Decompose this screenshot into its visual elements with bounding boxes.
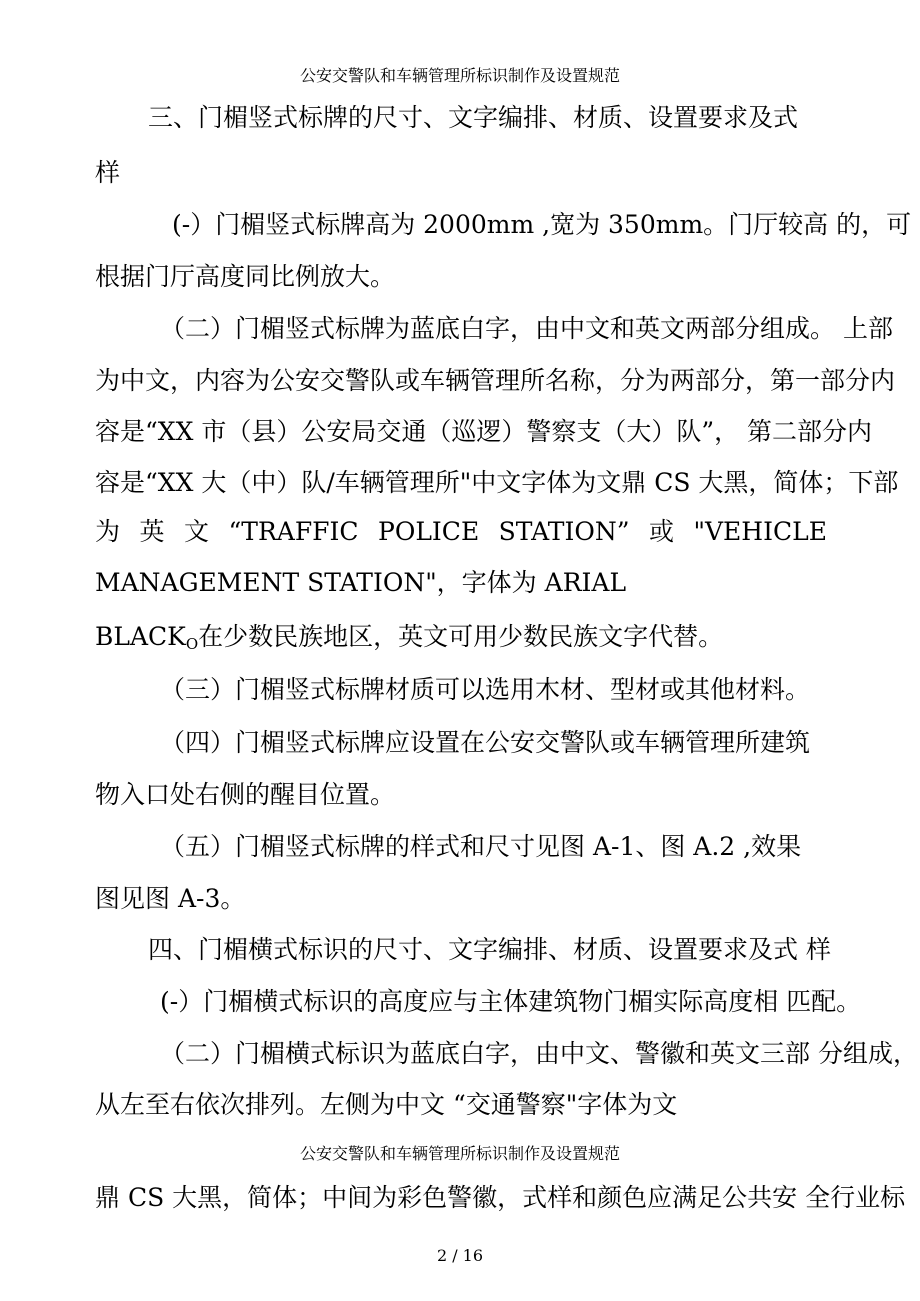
text-line: （二）门楣竖式标牌为蓝底白字，由中文和英文两部分组成。 上部 bbox=[160, 314, 893, 343]
text-line: MANAGEMENT STATION"，字体为 ARIAL bbox=[95, 568, 627, 597]
text-line: 根据门厅高度同比例放大。 bbox=[95, 262, 396, 291]
word: 文 bbox=[184, 517, 210, 546]
text-line: 样 bbox=[95, 158, 121, 187]
running-header: 公安交警队和车辆管理所标识制作及设置规范 bbox=[299, 1144, 620, 1163]
text-line: （三）门楣竖式标牌材质可以选用木材、型材或其他材料。 bbox=[160, 675, 811, 704]
text-line: 容是“XX 市（县）公安局交通（巡逻）警察支（大）队”， 第二部分内 bbox=[95, 417, 873, 446]
text-line: （二）门楣横式标识为蓝底白字，由中文、警徽和英文三部 分组成， bbox=[160, 1039, 918, 1068]
word: "VEHICLE bbox=[693, 517, 827, 546]
text-line bbox=[95, 622, 723, 659]
text-line: (-）门楣横式标识的高度应与主体建筑物门楣实际高度相 匹配。 bbox=[160, 987, 862, 1016]
page-number: 2 / 16 bbox=[436, 1246, 484, 1265]
section-heading-3: 三、门楣竖式标牌的尺寸、文字编排、材质、设置要求及式 bbox=[148, 103, 799, 132]
text-line: 从左至右依次排列。左侧为中文 “交通警察"字体为文 bbox=[95, 1090, 678, 1119]
text-line: 图见图 A-3。 bbox=[95, 884, 246, 913]
word: POLICE bbox=[378, 517, 480, 546]
word: 英 bbox=[139, 517, 165, 546]
word: “TRAFFIC bbox=[228, 517, 359, 546]
section-heading-4: 四、门楣横式标识的尺寸、文字编排、材质、设置要求及式 样 bbox=[148, 935, 831, 964]
text-line: (-）门楣竖式标牌高为 2000mm ,宽为 350mm。门厅较高 的，可 bbox=[172, 210, 912, 239]
text-fragment: BLACK bbox=[95, 622, 186, 651]
text-fragment: 在少数民族地区，英文可用少数民族文字代替。 bbox=[198, 622, 724, 651]
text-line: （四）门楣竖式标牌应设置在公安交警队或车辆管理所建筑 bbox=[160, 728, 811, 757]
running-header: 公安交警队和车辆管理所标识制作及设置规范 bbox=[299, 66, 620, 85]
text-line: 鼎 CS 大黑，简体；中间为彩色警徽，式样和颜色应满足公共安 全行业标 bbox=[95, 1183, 906, 1212]
word: 或 bbox=[648, 517, 674, 546]
word: STATION” bbox=[498, 517, 630, 546]
subscript: O bbox=[185, 635, 199, 653]
word: 为 bbox=[95, 517, 121, 546]
justified-text-line bbox=[95, 517, 827, 547]
text-line: 容是“XX 大（中）队/车辆管理所"中文字体为文鼎 CS 大黑，简体；下部 bbox=[95, 468, 899, 497]
text-line: （五）门楣竖式标牌的样式和尺寸见图 A-1、图 A.2 ,效果 bbox=[160, 832, 802, 861]
text-line: 为中文，内容为公安交警队或车辆管理所名称，分为两部分，第一部分内 bbox=[95, 366, 896, 395]
text-line: 物入口处右侧的醒目位置。 bbox=[95, 780, 396, 809]
